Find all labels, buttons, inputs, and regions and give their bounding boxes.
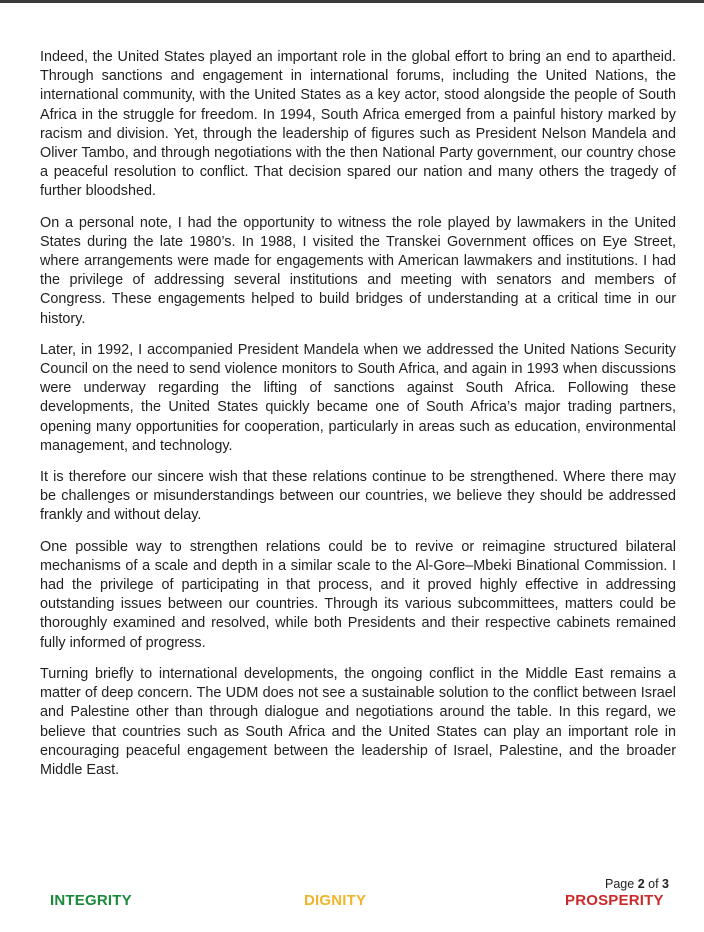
paragraph-binational-commission: One possible way to strengthen relations could be to revive or reimagine structured bilateral mechanisms of a scale and depth in a similar scale to the Al-Gore–Mbeki Binational Commission. I had the privilege of participating in that process, and it proved highly effective in addressing outstanding issues between our countries. Through its various subcommittees, matters could be thoroughly examined and resolved, while both Presidents and their respective cabinets remained fully informed of progress.: [40, 538, 676, 651]
motto-integrity: INTEGRITY: [50, 892, 132, 909]
top-rule: [0, 0, 704, 3]
motto-dignity: DIGNITY: [304, 892, 367, 909]
page-number: [605, 877, 669, 891]
paragraph-middle-east: Turning briefly to international developments, the ongoing conflict in the Middle East remains a matter of deep concern. The UDM does not see a sustainable solution to the conflict between Israel and Palestine other than through dialogue and negotiations around the table. In this regard, we believe that countries such as South Africa and the United States can play an important role in encouraging peaceful engagement between the leadership of Israel, Palestine, and the broader Middle East.: [40, 665, 676, 778]
page-footer: [0, 872, 704, 922]
paragraph-relations-wish: It is therefore our sincere wish that these relations continue to be strengthened. Where there may be challenges or misunderstandings between our countries, we believe they should be addressed frankly and without delay.: [40, 469, 676, 524]
letter-body: [40, 48, 676, 792]
page-prefix: Page: [605, 877, 635, 891]
paragraph-apartheid: Indeed, the United States played an important role in the global effort to bring an end to apartheid. Through sanctions and engagement in international forums, including the United Nations, the international community, with the United States as a key actor, stood alongside the people of South Africa in the struggle for freedom. In 1994, South Africa emerged from a painful history marked by racism and division. Yet, through the leadership of figures such as President Nelson Mandela and Oliver Tambo, and through negotiations with the then National Party government, our country chose a peaceful resolution to conflict. That decision spared our nation and many others the tragedy of further bloodshed.: [40, 49, 676, 200]
paragraph-1992-mandela: Later, in 1992, I accompanied President Mandela when we addressed the United Nations Security Council on the need to send violence monitors to South Africa, and again in 1993 when discussions were underway regarding the lifting of sanctions against South Africa. Following these developments, the United States quickly became one of South Africa’s major trading partners, opening many opportunities for cooperation, particularly in areas such as education, environmental management, and technology.: [40, 341, 676, 454]
page-of: of: [648, 877, 659, 891]
page-total: 3: [662, 877, 669, 891]
paragraph-personal-note: On a personal note, I had the opportunity to witness the role played by lawmakers in the United States during the late 1980’s. In 1988, I visited the Transkei Government offices on Eye Street, where arrangements were made for engagements with American lawmakers and institutions. I had the privilege of addressing several institutions and meeting with senators and members of Congress. These engagements helped to build bridges of understanding at a critical time in our history.: [40, 214, 676, 327]
page-current: 2: [637, 877, 645, 891]
motto-prosperity: PROSPERITY: [565, 892, 664, 909]
